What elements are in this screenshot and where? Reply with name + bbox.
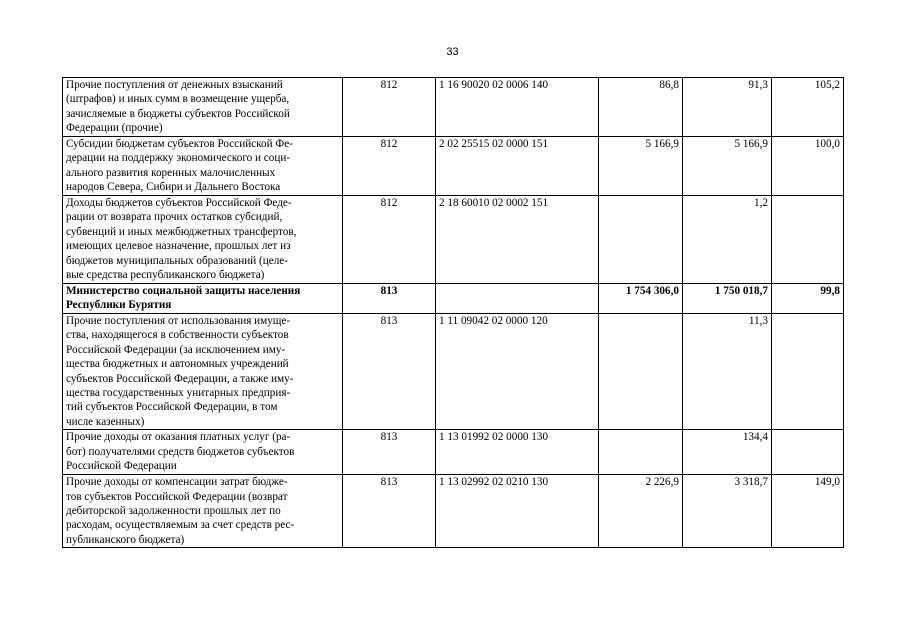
revenue-table	[62, 77, 844, 548]
income-name-line: Субсидии бюджетам субъектов Российской Фе-	[66, 138, 293, 150]
percent-cell	[772, 314, 844, 430]
fact-cell: 5 166,9	[683, 137, 772, 196]
admin-code-cell: 813	[343, 430, 436, 475]
plan-cell	[599, 430, 683, 475]
plan-cell: 86,8	[599, 78, 683, 137]
fact-cell: 1,2	[683, 196, 772, 284]
table-row	[63, 314, 844, 430]
income-name-line: Российской Федерации	[66, 460, 177, 473]
income-name-line: Прочие поступления от денежных взысканий	[66, 79, 283, 91]
income-name-line: (штрафов) и иных сумм в возмещение ущерба,	[66, 93, 290, 106]
table-row	[63, 430, 844, 475]
income-name-line: Федерации (прочие)	[66, 122, 163, 135]
income-name-line: субвенций и иных межбюджетных трансфертов,	[66, 225, 297, 238]
percent-cell: 105,2	[772, 78, 844, 137]
budget-code-cell: 2 02 25515 02 0000 151	[436, 137, 599, 196]
income-name-line: публиканского бюджета)	[66, 533, 185, 546]
ministry-name-line: Республики Бурятия	[66, 299, 172, 312]
income-name-cell	[63, 196, 343, 284]
budget-code-cell: 2 18 60010 02 0002 151	[436, 196, 599, 284]
page-number: 33	[446, 46, 459, 58]
admin-code-cell: 812	[343, 78, 436, 137]
table-row	[63, 475, 844, 548]
percent-cell	[772, 430, 844, 475]
income-name-line: зачисляемые в бюджеты субъектов Российской	[66, 107, 290, 120]
admin-code-cell: 813	[343, 314, 436, 430]
income-name-cell	[63, 137, 343, 196]
income-name-cell	[63, 430, 343, 475]
income-name-line: Российской Федерации (за исключением иму-	[66, 343, 286, 356]
income-name-line: народов Севера, Сибири и Дальнего Востока	[66, 181, 281, 194]
budget-code-cell: 1 16 90020 02 0006 140	[436, 78, 599, 137]
income-name-line: Прочие поступления от использования имуще-	[66, 315, 291, 327]
income-name-line: щества бюджетных и автономных учреждений	[66, 358, 289, 371]
percent-cell: 99,8	[772, 284, 844, 314]
income-name-cell	[63, 475, 343, 548]
income-name-line: дерации на поддержку экономического и соци-	[66, 152, 291, 165]
income-name-cell	[63, 314, 343, 430]
income-name-line: бот) получателями средств бюджетов субъектов	[66, 445, 295, 458]
plan-cell: 2 226,9	[599, 475, 683, 548]
income-name-line: вые средства республиканского бюджета)	[66, 269, 265, 282]
income-name-line: тий субъектов Российской Федерации, в том	[66, 401, 278, 414]
admin-code-cell: 812	[343, 137, 436, 196]
ministry-name-cell	[63, 284, 343, 314]
percent-cell	[772, 196, 844, 284]
income-name-line: расходам, осуществляемым за счет средств рес-	[66, 519, 295, 532]
fact-cell: 91,3	[683, 78, 772, 137]
plan-cell	[599, 196, 683, 284]
income-name-line: щества государственных унитарных предприя-	[66, 387, 291, 400]
budget-code-cell: 1 13 02992 02 0210 130	[436, 475, 599, 548]
income-name-line: рации от возврата прочих остатков субсидий,	[66, 211, 283, 224]
income-name-line: субъектов Российской Федерации, а также иму-	[66, 372, 294, 385]
income-name-line: Доходы бюджетов субъектов Российской Феде-	[66, 197, 292, 209]
table-row-ministry-total	[63, 284, 844, 314]
fact-cell: 11,3	[683, 314, 772, 430]
income-name-line: дебиторской задолженности прошлых лет по	[66, 505, 281, 518]
budget-code-cell	[436, 284, 599, 314]
budget-code-cell: 1 13 01992 02 0000 130	[436, 430, 599, 475]
income-name-line: бюджетов муниципальных образований (целе-	[66, 254, 288, 267]
admin-code-cell: 813	[343, 475, 436, 548]
table-row	[63, 78, 844, 137]
income-name-cell	[63, 78, 343, 137]
plan-cell	[599, 314, 683, 430]
budget-code-cell: 1 11 09042 02 0000 120	[436, 314, 599, 430]
admin-code-cell: 812	[343, 196, 436, 284]
plan-cell: 1 754 306,0	[599, 284, 683, 314]
table-row	[63, 137, 844, 196]
income-name-line: ального развития коренных малочисленных	[66, 166, 276, 179]
percent-cell: 100,0	[772, 137, 844, 196]
admin-code-cell: 813	[343, 284, 436, 314]
fact-cell: 134,4	[683, 430, 772, 475]
ministry-name-line: Министерство социальной защиты населения	[66, 285, 301, 297]
income-name-line: Прочие доходы от компенсации затрат бюдже-	[66, 476, 288, 489]
percent-cell: 149,0	[772, 475, 844, 548]
plan-cell: 5 166,9	[599, 137, 683, 196]
fact-cell: 1 750 018,7	[683, 284, 772, 314]
income-name-line: тов субъектов Российской Федерации (возврат	[66, 490, 288, 503]
income-name-line: имеющих целевое назначение, прошлых лет из	[66, 240, 291, 253]
income-name-line: Прочие доходы от оказания платных услуг (ра-	[66, 431, 291, 444]
income-name-line: числе казенных)	[66, 415, 145, 428]
table-row	[63, 196, 844, 284]
income-name-line: ства, находящегося в собственности субъектов	[66, 329, 289, 342]
fact-cell: 3 318,7	[683, 475, 772, 548]
